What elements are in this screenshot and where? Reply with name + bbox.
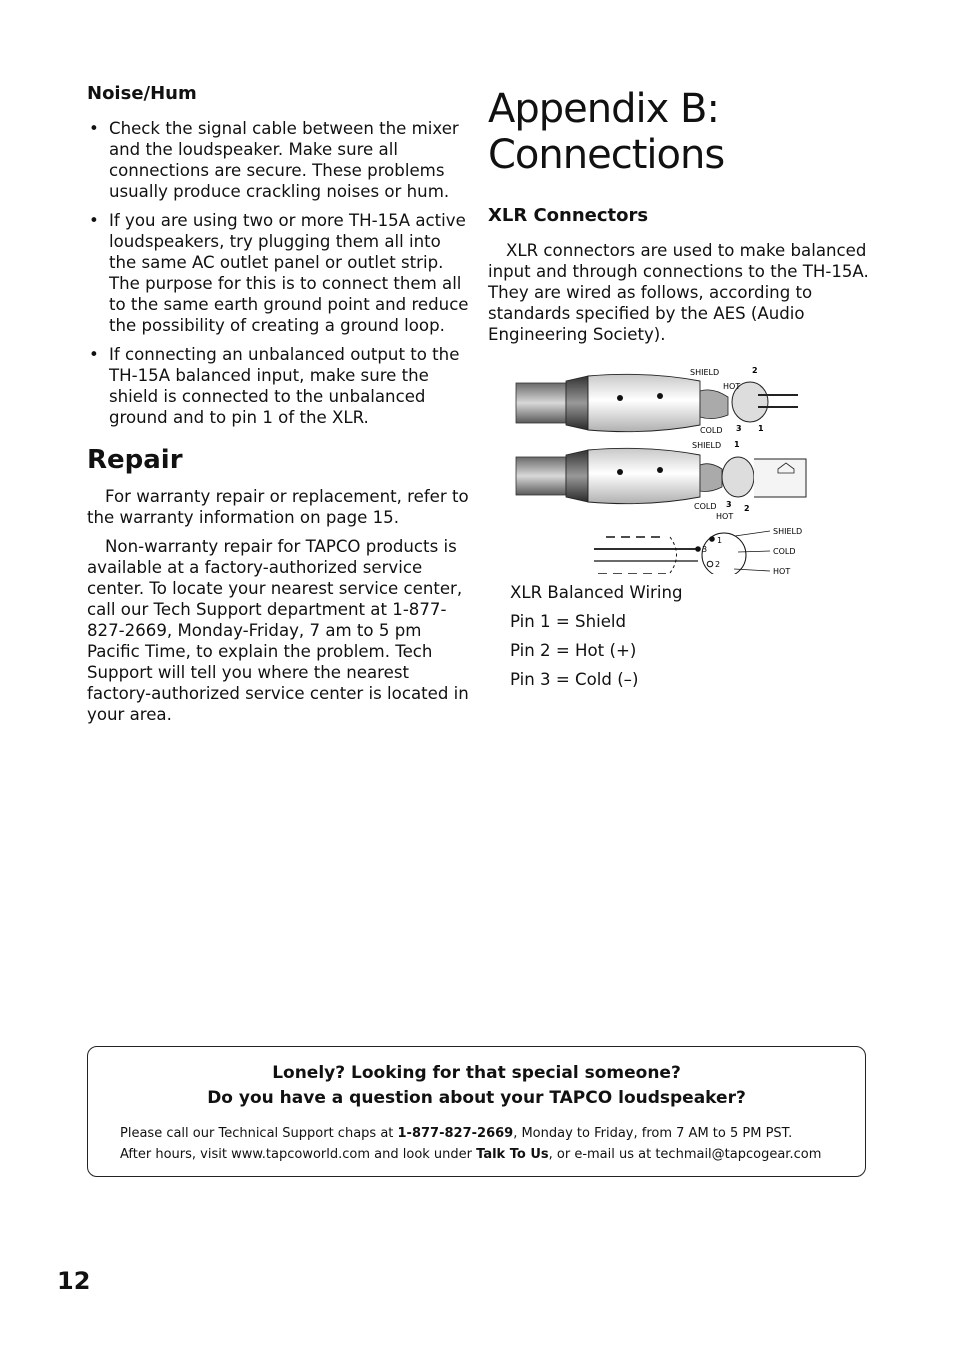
callout-call-line (120, 1123, 865, 1144)
male-shield-label: SHIELD (690, 368, 720, 377)
schematic-cold-label: COLD (773, 547, 796, 556)
bullet-icon: • (89, 345, 99, 364)
repair-heading: Repair (87, 445, 183, 475)
right-column (488, 82, 878, 698)
female-shield-label: SHIELD (692, 441, 722, 450)
female-shell (588, 448, 700, 503)
female-boot (566, 450, 588, 502)
bullet-icon: • (89, 211, 99, 230)
xlr-balanced-wiring (510, 582, 878, 690)
schematic-pin-label: 2 (715, 560, 721, 569)
schematic-pin3 (695, 546, 701, 552)
bullet-text: If connecting an unbalanced output to the TH-15A balanced input, make sure the shield is connected to the unbalanced ground and to pin 1 of the XLR. (109, 345, 460, 427)
schematic-pin-label: 3 (702, 545, 708, 554)
schematic-leader (738, 551, 770, 552)
callout-body (120, 1123, 865, 1165)
call-suffix: , Monday to Friday, from 7 AM to 5 PM PST. (513, 1126, 793, 1141)
female-pin-label: 3 (726, 500, 732, 509)
male-cold-label: COLD (700, 426, 723, 435)
male-pin-label: 3 (736, 424, 742, 433)
female-screw-hole (657, 467, 663, 473)
talk-to-us: Talk To Us (476, 1147, 549, 1162)
bullet-text: If you are using two or more TH-15A active loudspeakers, try plugging them all into the same AC outlet panel or outlet strip. The purpose for this is to connect them all to the same earth ground point and reduce the possibility of creating a ground loop. (109, 211, 469, 335)
male-shell (588, 374, 700, 431)
male-xlr-connector (516, 366, 798, 435)
xlr-connectors-heading: XLR Connectors (488, 205, 649, 226)
support-phone: 1-877-827-2669 (397, 1126, 514, 1141)
schematic-leader (735, 531, 770, 536)
xlr-schematic (594, 527, 802, 574)
appendix-title-line1: Appendix B: (488, 86, 719, 132)
appendix-title (488, 86, 878, 178)
schematic-shield-label: SHIELD (773, 527, 803, 536)
female-cold-label: COLD (694, 502, 717, 511)
noise-hum-heading: Noise/Hum (87, 83, 197, 104)
repair-paragraph-non-warranty: Non-warranty repair for TAPCO products is available at a factory-authorized service center. To locate your nearest service center, call our Tech Support department at 1-877-827-2669, Monday-Friday, 7 am to 5 pm Pacific Time, to explain the problem. Tech Support will tell you where the nearest factory-authorized service center is located in your area. (87, 537, 469, 724)
schematic-shield-arc (670, 537, 677, 573)
female-cable (516, 457, 566, 495)
schematic-hot-label: HOT (773, 567, 791, 574)
male-pin-label: 1 (758, 424, 764, 433)
list-item (87, 210, 472, 336)
callout-after-hours-line (120, 1144, 865, 1165)
male-pin-label: 2 (752, 366, 758, 375)
schematic-pin-label: 1 (717, 536, 723, 545)
appendix-title-line2: Connections (488, 132, 725, 178)
list-item (87, 344, 472, 428)
schematic-connector-outline (702, 533, 746, 574)
xlr-paragraph: XLR connectors are used to make balanced input and through connections to the TH-15A. They are wired as follows, according to standards specified by the AES (Audio Engineering Society). (488, 241, 869, 344)
female-shell-front (754, 459, 806, 497)
wiring-title: XLR Balanced Wiring (510, 583, 683, 602)
female-wires (700, 464, 722, 492)
tech-support-callout (87, 1046, 866, 1177)
left-column (87, 82, 472, 733)
wiring-pin3: Pin 3 = Cold (–) (510, 670, 639, 689)
xlr-wiring-diagram (488, 359, 878, 574)
wiring-pin1: Pin 1 = Shield (510, 612, 627, 631)
male-wires (700, 390, 728, 419)
female-insert (722, 457, 754, 497)
male-boot (566, 376, 588, 430)
after-prefix: After hours, visit www.tapcoworld.com and look under (120, 1147, 477, 1162)
male-screw-hole (657, 393, 663, 399)
call-prefix: Please call our Technical Support chaps at (120, 1126, 398, 1141)
wiring-pin2: Pin 2 = Hot (+) (510, 641, 637, 660)
after-suffix: , or e-mail us at techmail@tapcogear.com (548, 1147, 822, 1162)
bullet-text: Check the signal cable between the mixer and the loudspeaker. Make sure all connections are secure. These problems usually produce crackling noises or hum. (109, 119, 459, 201)
male-screw-hole (617, 395, 623, 401)
xlr-diagram-svg (488, 359, 878, 574)
list-item (87, 118, 472, 202)
bullet-icon: • (89, 119, 99, 138)
male-hot-label: HOT (723, 382, 741, 391)
callout-heading (88, 1061, 865, 1111)
repair-paragraph-warranty: For warranty repair or replacement, refer to the warranty information on page 15. (87, 487, 469, 527)
female-xlr-connector (516, 440, 806, 521)
female-hot-label: HOT (716, 512, 734, 521)
schematic-pin1 (709, 536, 715, 542)
female-pin-label: 2 (744, 504, 750, 513)
callout-heading-line1: Lonely? Looking for that special someone? (272, 1063, 681, 1083)
schematic-pin2 (707, 561, 713, 567)
callout-heading-line2: Do you have a question about your TAPCO loudspeaker? (207, 1088, 746, 1108)
noise-hum-list (87, 118, 472, 428)
female-pin-label: 1 (734, 440, 740, 449)
female-screw-hole (617, 469, 623, 475)
page-number: 12 (57, 1267, 91, 1295)
male-cable (516, 383, 566, 423)
